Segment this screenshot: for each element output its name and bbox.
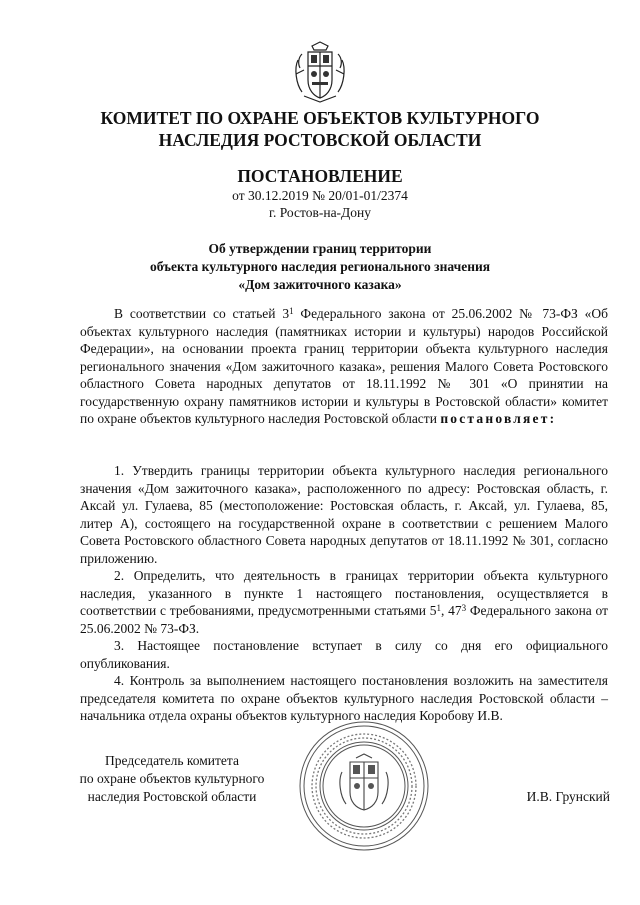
item-2-superscript-2: 3 xyxy=(461,603,467,613)
coat-of-arms-icon xyxy=(292,40,348,104)
organization-name xyxy=(0,107,640,151)
document-meta xyxy=(0,187,640,221)
resolution-item-3: 3. Настоящее постановление вступает в силу со дня его официального опубликования. xyxy=(80,638,608,671)
official-seal-icon xyxy=(296,718,432,854)
org-line-1: КОМИТЕТ ПО ОХРАНЕ ОБЪЕКТОВ КУЛЬТУРНОГО xyxy=(100,108,540,128)
item-2-superscript-1: 1 xyxy=(436,603,441,613)
subject-line-3: «Дом зажиточного казака» xyxy=(238,277,402,292)
preamble-paragraph xyxy=(80,305,608,428)
document-date-number: от 30.12.2019 № 20/01-01/2374 xyxy=(232,188,408,203)
position-line-1: Председатель комитета xyxy=(105,753,239,768)
position-line-3: наследия Ростовской области xyxy=(87,789,257,804)
item-2-text-b: , 47 xyxy=(441,603,462,618)
resolution-items xyxy=(80,462,608,725)
document-city: г. Ростов-на-Дону xyxy=(268,205,371,220)
subject-line-2: объекта культурного наследия регионального значения xyxy=(149,259,491,274)
preamble-superscript: 1 xyxy=(289,306,294,316)
preamble-text-1: В соответствии со статьей 3 xyxy=(114,306,290,321)
resolution-item-2 xyxy=(80,567,608,637)
preamble-text-2: Федерального закона от 25.06.2002 № 73-ФЗ «Об объектах культурного наследия (памятниках истории и культуры) народов Российской Федерации», на основании проекта границ территории объекта культурного наследия регионального значения «Дом зажиточного казака», решения Малого Совета Ростовского областного Совета народных депутатов от 18.11.1992 № 301 «О принятии на государственную охрану памятников истории и культуры в Ростовской области» комитет по охране объектов культурного наследия Ростовской области xyxy=(80,306,608,426)
resolution-item-4: 4. Контроль за выполнением настоящего постановления возложить на заместителя председателя комитета по охране объектов культурного наследия Ростовской области – начальника отдела охраны объектов культурного наследия Коробову И.В. xyxy=(80,673,608,723)
decree-word: постановляет: xyxy=(440,411,557,426)
position-line-2: по охране объектов культурного xyxy=(79,771,265,786)
org-line-2: НАСЛЕДИЯ РОСТОВСКОЙ ОБЛАСТИ xyxy=(158,130,482,150)
item-2-text-a: 2. Определить, что деятельность в границах территории объекта культурного наследия, указанного в пункте 1 настоящего постановления, осуществляется в соответствии с требованиями, предусмотренными статьями 5 xyxy=(80,568,608,618)
signatory-name: И.В. Грунский xyxy=(526,789,610,804)
resolution-item-1: 1. Утвердить границы территории объекта культурного наследия регионального значения «Дом зажиточного казака», расположенного по адресу: Ростовская область, г. Аксай ул. Гулаева, 85 (местоположение: Ростовская область, г. Аксай, ул. Гулаева, 85, литер А), состоящего на государственной охране в соответствии с решением Малого Совета Ростовского областного Совета народных депутатов от 18.11.1992 № 301, согласно приложению. xyxy=(80,463,608,566)
document-subject xyxy=(0,240,640,294)
item-2-text-c: Федерального закона от 25.06.2002 № 73-ФЗ. xyxy=(80,603,609,636)
subject-line-1: Об утверждении границ территории xyxy=(208,241,432,256)
signatory-position xyxy=(52,752,292,806)
document-type: ПОСТАНОВЛЕНИЕ xyxy=(237,166,403,186)
